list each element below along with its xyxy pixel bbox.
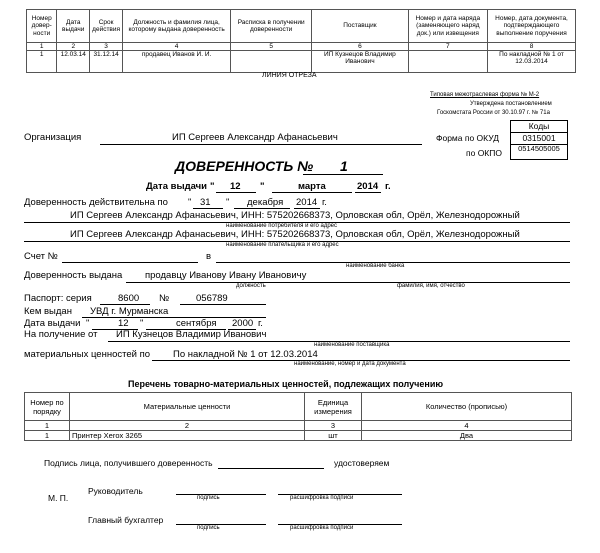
passport-number: 056789 (196, 293, 228, 304)
goods-header: Материальные ценности (70, 393, 305, 421)
head-decode-caption: расшифровка подписи (290, 495, 354, 501)
goods-header: Единица измерения (305, 393, 362, 421)
spine-col-number: 2 (57, 43, 90, 51)
spine-col-number: 8 (488, 43, 576, 51)
spine-header: Срок действия (90, 10, 123, 43)
passport-date-open-quote: " (86, 318, 90, 329)
issue-day-line (216, 192, 256, 193)
spine-header: Номер и дата наряда (заменяющего наряд док.) или извещения (408, 10, 487, 43)
goods-row-qty: Два (362, 431, 572, 441)
spine-col-number: 4 (123, 43, 231, 51)
page-title: ДОВЕРЕННОСТЬ № (175, 158, 314, 174)
spine-header: Номер довер-ности (27, 10, 57, 43)
valid-until-open-quote: " (188, 197, 192, 208)
issued-to-line (126, 282, 570, 283)
accountant-label: Главный бухгалтер (88, 515, 164, 525)
passport-date-label: Дата выдачи (24, 318, 81, 329)
valid-until-month: декабря (247, 197, 284, 208)
spine-cell: 12.03.14 (57, 51, 90, 73)
issue-date-year: 2014 (357, 181, 379, 192)
passport-series: 8600 (118, 293, 140, 304)
passport-date-year: 2000 (232, 318, 254, 329)
spine-col-number: 5 (231, 43, 312, 51)
spine-header: Номер, дата документа, подтверждающего выполнение поручения (488, 10, 576, 43)
issued-by-value: УВД г. Мурманска (90, 306, 169, 317)
spine-cell: 31.12.14 (90, 51, 123, 73)
accountant-sign-line (176, 524, 266, 525)
codes-box (510, 120, 568, 160)
issue-date-open-quote: " (210, 181, 215, 192)
cut-line-label: ЛИНИЯ ОТРЕЗА (262, 72, 317, 79)
spine-cell (408, 51, 487, 73)
codes-header: Коды (511, 121, 568, 133)
goods-table (24, 392, 572, 441)
goods-col-number: 3 (305, 421, 362, 431)
goods-header: Количество (прописью) (362, 393, 572, 421)
issued-to-label: Доверенность выдана (24, 270, 123, 281)
account-label: Счет № (24, 251, 58, 262)
spine-header: Должность и фамилия лица, которому выдана доверенность (123, 10, 231, 43)
okud-code: 0315001 (511, 133, 568, 145)
valid-day-line (193, 208, 223, 209)
organization-value: ИП Сергеев Александр Афанасьевич (172, 132, 338, 143)
spine-cell: ИП Кузнецов Владимир Иванович (312, 51, 408, 73)
title-number: 1 (340, 158, 348, 174)
form-note-line3: Госкомстата России от 30.10.97 г. № 71а (437, 110, 550, 116)
goods-row-unit: шт (305, 431, 362, 441)
valid-until-close-quote: " (226, 197, 230, 208)
position-caption: должность (236, 283, 266, 289)
payer-value: ИП Сергеев Александр Афанасьевич, ИНН: 575202668373, Орловская обл, Орёл, Железнодорожный (70, 229, 520, 240)
head-label: Руководитель (88, 486, 143, 496)
consumer-caption: наименование потребителя и его адрес (226, 223, 337, 229)
name-caption: фамилия, имя, отчество (397, 283, 465, 289)
account-in-label: в (206, 251, 212, 262)
account-line (62, 262, 198, 263)
goods-col-number: 1 (25, 421, 70, 431)
head-sign-line (176, 494, 266, 495)
passport-number-line (180, 304, 266, 305)
goods-row-number: 1 (25, 431, 70, 441)
spine-col-number: 1 (27, 43, 57, 51)
table-row (25, 431, 572, 441)
head-sign-caption: подпись (197, 495, 220, 501)
bank-caption: наименование банка (346, 263, 405, 269)
title-number-line (303, 174, 383, 175)
accountant-decode-caption: расшифровка подписи (290, 525, 354, 531)
okpo-label: по ОКПО (466, 148, 502, 158)
okpo-code: 0514505005 (511, 145, 568, 160)
spine-cell: По накладной № 1 от 12.03.2014 (488, 51, 576, 73)
spine-header: Расписка в получении доверенности (231, 10, 312, 43)
organization-line (100, 144, 422, 145)
valid-until-day: 31 (200, 197, 211, 208)
valid-until-label: Доверенность действительна по (24, 197, 168, 208)
spine-col-number: 7 (408, 43, 487, 51)
supplier-caption: наименование поставщика (314, 342, 390, 348)
passport-date-day: 12 (118, 318, 129, 329)
payer-caption: наименование плательщика и его адрес (226, 242, 339, 248)
issue-date-day: 12 (230, 181, 241, 192)
spine-cell: продавец Иванов И. И. (123, 51, 231, 73)
goods-title: Перечень товарно-материальных ценностей, подлежащих получению (128, 379, 444, 389)
issue-date-suffix: г. (385, 181, 391, 192)
passport-date-suffix: г. (258, 318, 263, 329)
passport-date-close-quote: " (140, 318, 144, 329)
receive-from-value: ИП Кузнецов Владимир Иванович (116, 329, 267, 340)
holder-signature-line (218, 468, 324, 469)
form-note-line2: Утверждена постановлением (470, 101, 552, 107)
passport-series-label: Паспорт: серия (24, 293, 92, 304)
seal-label: М. П. (48, 493, 69, 503)
issued-by-label: Кем выдан (24, 306, 72, 317)
passport-series-line (100, 304, 150, 305)
issue-year-line (355, 192, 381, 193)
passport-number-label: № (159, 293, 170, 304)
form-note-line1: Типовая межотраслевая форма № М-2 (430, 92, 540, 98)
valid-until-year: 2014 (296, 197, 318, 208)
holder-signature-label: Подпись лица, получившего доверенность (44, 458, 213, 468)
receive-from-label: На получение от (24, 329, 98, 340)
materials-value: По накладной № 1 от 12.03.2014 (173, 349, 318, 360)
goods-row-name: Принтер Xerox 3265 (70, 431, 305, 441)
spine-col-number: 6 (312, 43, 408, 51)
document-caption: наименование, номер и дата документа (294, 361, 406, 367)
valid-until-suffix: г. (322, 197, 327, 208)
organization-label: Организация (24, 132, 82, 143)
spine-table (26, 9, 576, 73)
passport-date-month: сентября (176, 318, 217, 329)
goods-header: Номер по порядку (25, 393, 70, 421)
spine-col-number: 3 (90, 43, 123, 51)
accountant-sign-caption: подпись (197, 525, 220, 531)
goods-col-number: 4 (362, 421, 572, 431)
spine-header: Дата выдачи (57, 10, 90, 43)
spine-cell: 1 (27, 51, 57, 73)
goods-col-number: 2 (70, 421, 305, 431)
valid-year-line (294, 208, 320, 209)
certify-label: удостоверяем (334, 458, 390, 468)
materials-label: материальных ценностей по (24, 349, 151, 360)
issued-to-value: продавцу Иванову Ивану Ивановичу (145, 270, 307, 281)
valid-month-line (234, 208, 290, 209)
okud-label: Форма по ОКУД (436, 133, 499, 143)
issue-date-month: марта (298, 181, 326, 192)
spine-header: Поставщик (312, 10, 408, 43)
spine-cell (231, 51, 312, 73)
issue-date-close-quote: " (260, 181, 265, 192)
issue-month-line (272, 192, 352, 193)
issue-date-label: Дата выдачи (146, 181, 208, 192)
consumer-value: ИП Сергеев Александр Афанасьевич, ИНН: 575202668373, Орловская обл, Орёл, Железнодорожный (70, 210, 520, 221)
